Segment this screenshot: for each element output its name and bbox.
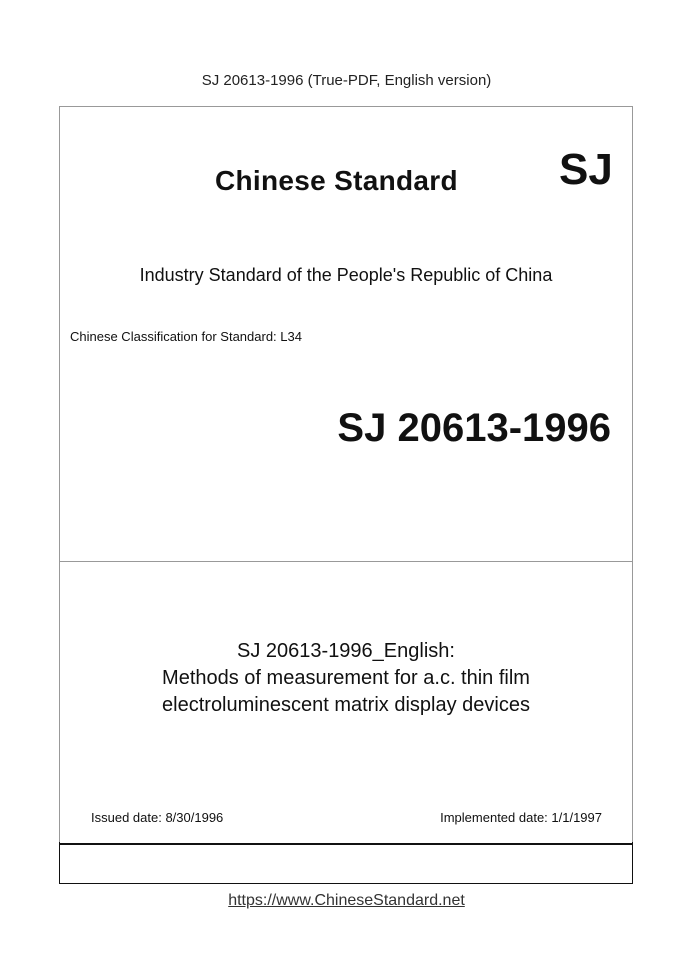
document-title-line: Methods of measurement for a.c. thin film [162, 667, 530, 689]
document-header: SJ 20613-1996 (True-PDF, English version) [201, 72, 492, 89]
industry-statement: Industry Standard of the People's Republic of China [139, 265, 553, 285]
website-link[interactable]: https://www.ChineseStandard.net [228, 892, 465, 909]
document-title-line: SJ 20613-1996_English: [237, 640, 455, 662]
classification-label: Chinese Classification for Standard: L34 [70, 329, 302, 344]
standard-code-mark: SJ [559, 145, 613, 194]
implemented-date: Implemented date: 1/1/1997 [440, 810, 602, 825]
cover-frame [59, 106, 633, 884]
standard-number: SJ 20613-1996 [337, 406, 611, 450]
document-title [60, 638, 632, 719]
document-title-line: electroluminescent matrix display devices [162, 694, 530, 716]
issued-date: Issued date: 8/30/1996 [91, 810, 224, 825]
cover-top-section [60, 107, 632, 562]
standard-title: Chinese Standard [215, 165, 458, 196]
cover-title-section [60, 561, 632, 845]
bottom-box-outline [59, 842, 633, 884]
